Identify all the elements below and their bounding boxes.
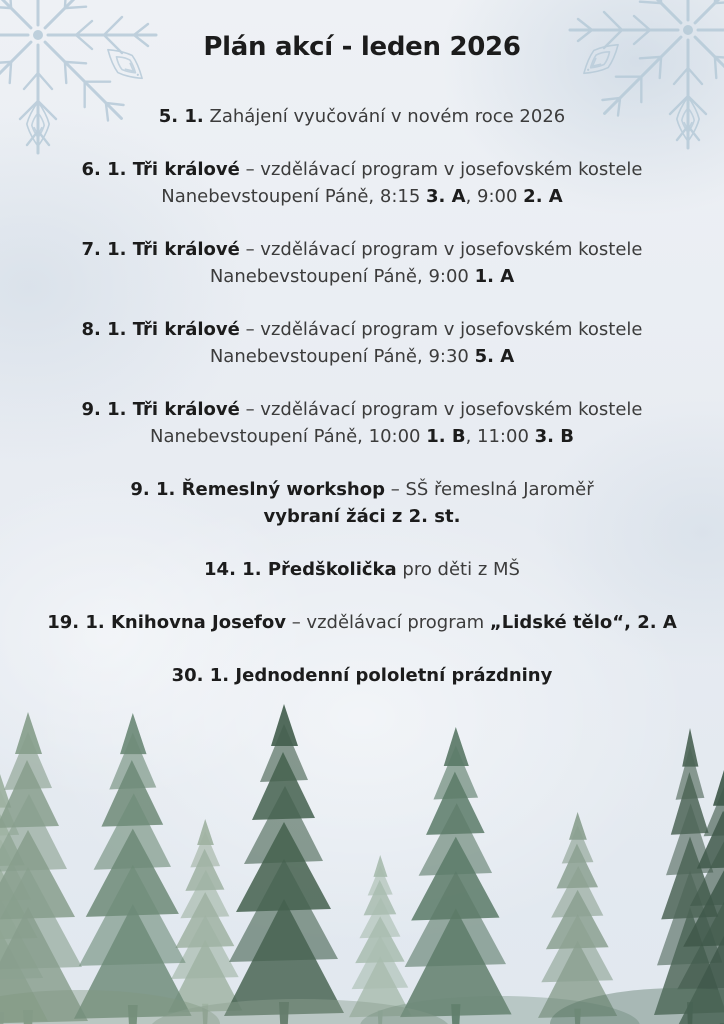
event-item — [30, 316, 694, 370]
event-text: , 9:00 — [465, 186, 524, 207]
event-text: – SŠ řemeslná Jaroměř — [385, 479, 594, 500]
event-text: Nanebevstoupení Páně, 8:15 — [161, 186, 427, 207]
event-item — [30, 156, 694, 210]
event-text-bold: 9. 1. Řemeslný workshop — [130, 479, 385, 500]
pine-tree — [673, 770, 724, 1024]
pine-tree — [349, 855, 411, 1024]
event-text: Nanebevstoupení Páně, 9:30 — [209, 346, 475, 367]
event-item — [30, 609, 694, 636]
event-text-bold: 5. 1. — [158, 106, 204, 127]
content-area — [0, 30, 724, 689]
event-text-bold: 30. 1. Jednodenní pololetní prázdniny — [171, 665, 553, 686]
event-text: Zahájení vyučování v novém roce 2026 — [203, 106, 566, 127]
event-text-bold: „Lidské tělo“, 2. A — [489, 612, 677, 633]
event-text-bold: vybraní žáci z 2. st. — [263, 506, 461, 527]
event-text-bold: 3. A — [426, 186, 466, 207]
event-text-bold: 1. A — [474, 266, 515, 287]
event-text: – vzdělávací program v josefovském kostele — [239, 399, 643, 420]
event-text-bold: 9. 1. Tři králové — [81, 399, 240, 420]
undergrowth-wash — [0, 988, 724, 1024]
event-text: – vzdělávací program — [285, 612, 490, 633]
pine-tree — [400, 727, 512, 1024]
event-item — [30, 236, 694, 290]
event-text: Nanebevstoupení Páně, 10:00 — [150, 426, 427, 447]
pine-tree — [224, 704, 344, 1024]
pine-tree — [0, 712, 88, 1024]
event-item — [30, 662, 694, 689]
event-text: – vzdělávací program v josefovském kostele — [239, 319, 643, 340]
pine-tree — [0, 774, 48, 1024]
event-text: , 11:00 — [465, 426, 535, 447]
event-text-bold: 5. A — [474, 346, 515, 367]
page-title: Plán akcí - leden 2026 — [203, 32, 521, 62]
event-text-bold: 14. 1. Předškolička — [204, 559, 397, 580]
event-text: – vzdělávací program v josefovském kostele — [239, 239, 643, 260]
events-list — [30, 103, 694, 689]
event-item — [30, 476, 694, 530]
forest-illustration — [0, 684, 724, 1024]
event-item — [30, 396, 694, 450]
event-item — [30, 103, 694, 130]
event-text-bold: 7. 1. Tři králové — [81, 239, 240, 260]
event-text-bold: 19. 1. Knihovna Josefov — [47, 612, 286, 633]
event-text-bold: 2. A — [523, 186, 563, 207]
event-text-bold: 1. B — [426, 426, 466, 447]
pine-tree — [654, 728, 724, 1024]
event-text-bold: 6. 1. Tři králové — [81, 159, 240, 180]
pine-tree — [168, 819, 242, 1024]
event-item — [30, 556, 694, 583]
event-text: – vzdělávací program v josefovském kostele — [239, 159, 643, 180]
event-text-bold: 8. 1. Tři králové — [81, 319, 240, 340]
pine-tree — [538, 812, 617, 1024]
event-text-bold: 3. B — [534, 426, 574, 447]
pine-tree — [74, 713, 192, 1024]
event-text: Nanebevstoupení Páně, 9:00 — [209, 266, 475, 287]
event-text: pro děti z MŠ — [396, 559, 520, 580]
